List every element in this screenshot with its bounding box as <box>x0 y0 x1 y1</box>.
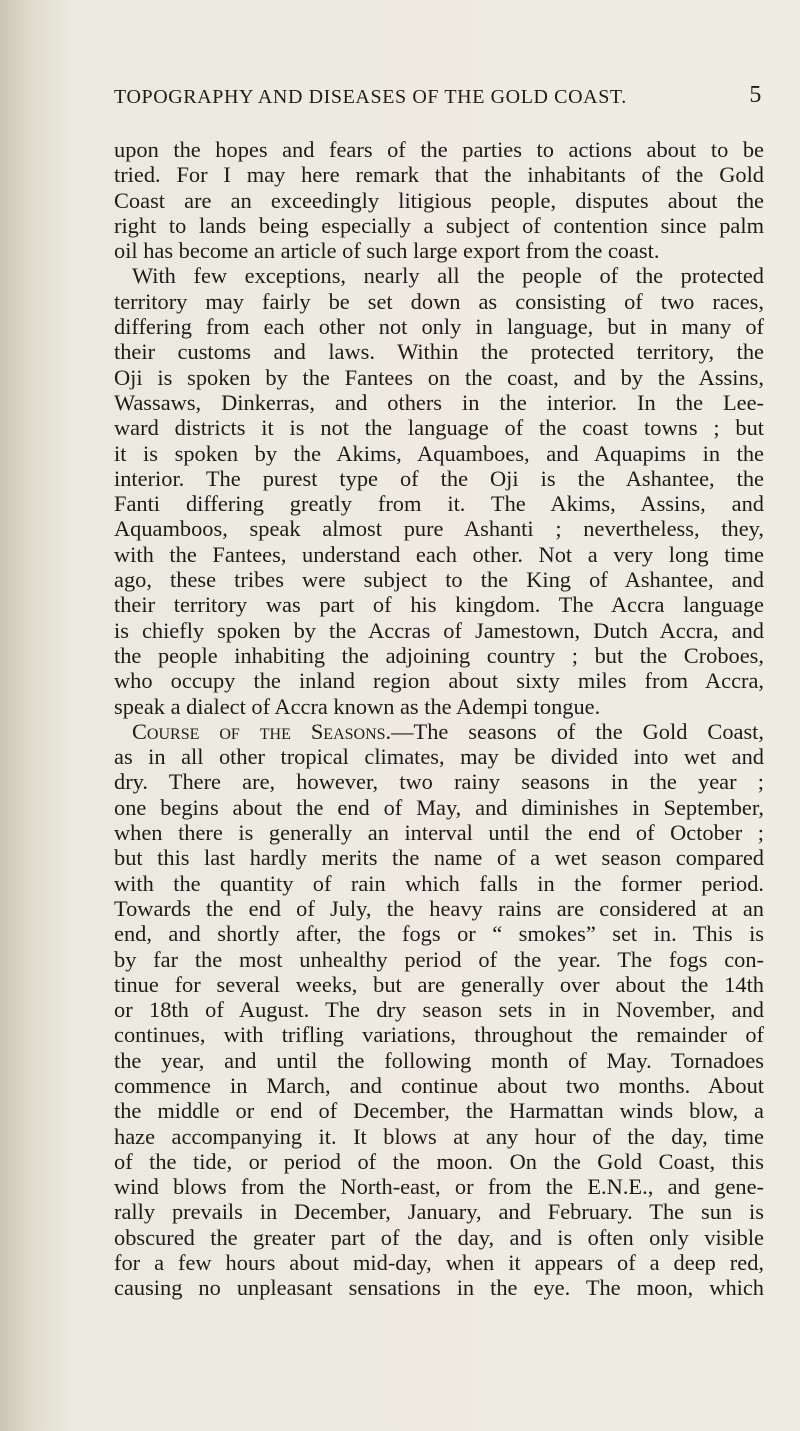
text-line: Wassaws, Dinkerras, and others in the interior. In the Lee- <box>114 389 764 415</box>
section-heading: Course of the Seasons. <box>132 718 392 744</box>
text-line: commence in March, and continue about two months. About <box>114 1072 764 1098</box>
text-line: ward districts it is not the language of the coast towns ; but <box>114 415 764 441</box>
text-line: as in all other tropical climates, may be divided into wet and <box>114 744 764 770</box>
text-line: with the quantity of rain which falls in the former period. <box>114 870 764 896</box>
text-line: one begins about the end of May, and diminishes in September, <box>114 794 764 820</box>
text-line <box>114 719 764 744</box>
text-line: dry. There are, however, two rainy seasons in the year ; <box>114 769 764 795</box>
text-line: with the Fantees, understand each other. Not a very long time <box>114 541 764 567</box>
text-line: speak a dialect of Accra known as the Adempi tongue. <box>114 693 601 719</box>
text-line: obscured the greater part of the day, and is often only visible <box>114 1224 764 1250</box>
text-line: With few exceptions, nearly all the people of the protected <box>132 263 764 289</box>
text-line: rally prevails in December, January, and February. The sun is <box>114 1199 764 1225</box>
text-line: wind blows from the North-east, or from the E.N.E., and gene- <box>114 1174 764 1200</box>
running-title: TOPOGRAPHY AND DISEASES OF THE GOLD COAST. <box>114 86 627 108</box>
text-line: the middle or end of December, the Harmattan winds blow, a <box>114 1098 764 1124</box>
text-line: interior. The purest type of the Oji is the Ashantee, the <box>114 465 764 491</box>
text-line: is chiefly spoken by the Accras of Jamestown, Dutch Accra, and <box>114 617 764 643</box>
text-line: by far the most unhealthy period of the year. The fogs con- <box>114 946 764 972</box>
text-line: or 18th of August. The dry season sets in in November, and <box>114 997 764 1023</box>
text-line: continues, with trifling variations, throughout the remainder of <box>114 1022 764 1048</box>
text-line: who occupy the inland region about sixty miles from Accra, <box>114 668 764 694</box>
text-line: causing no unpleasant sensations in the eye. The moon, which <box>114 1275 764 1301</box>
text-line: the people inhabiting the adjoining country ; but the Croboes, <box>114 642 764 668</box>
text-line: the year, and until the following month of May. Tornadoes <box>114 1047 764 1073</box>
text-line: their customs and laws. Within the protected territory, the <box>114 339 764 365</box>
text-line: haze accompanying it. It blows at any hour of the day, time <box>114 1123 764 1149</box>
body-text <box>114 137 764 1301</box>
text-line: upon the hopes and fears of the parties to actions about to be <box>114 137 764 162</box>
text-line: tinue for several weeks, but are generally over about the 14th <box>114 971 764 997</box>
text-line: for a few hours about mid-day, when it appears of a deep red, <box>114 1250 764 1276</box>
page-number: 5 <box>749 82 762 108</box>
line-text: —The seasons of the Gold Coast, <box>391 718 764 744</box>
text-line: it is spoken by the Akims, Aquamboes, and Aquapims in the <box>114 440 764 466</box>
text-line: when there is generally an interval until the end of October ; <box>114 820 764 846</box>
text-line: territory may fairly be set down as consisting of two races, <box>114 288 764 314</box>
text-line: oil has become an article of such large export from the coast. <box>114 238 660 264</box>
text-line: but this last hardly merits the name of a wet season compared <box>114 845 764 871</box>
text-line: Oji is spoken by the Fantees on the coast, and by the Assins, <box>114 364 764 390</box>
text-line: Towards the end of July, the heavy rains are considered at an <box>114 895 764 921</box>
text-line: differing from each other not only in language, but in many of <box>114 314 764 340</box>
text-line: ago, these tribes were subject to the King of Ashantee, and <box>114 567 764 593</box>
text-line: end, and shortly after, the fogs or “ smokes” set in. This is <box>114 921 764 947</box>
text-line: Coast are an exceedingly litigious people, disputes about the <box>114 187 764 213</box>
text-line: their territory was part of his kingdom. The Accra language <box>114 592 764 618</box>
text-line: tried. For I may here remark that the inhabitants of the Gold <box>114 162 764 188</box>
text-line: Fanti differing greatly from it. The Akims, Assins, and <box>114 491 764 517</box>
page-header <box>114 82 762 116</box>
text-line: right to lands being especially a subject of contention since palm <box>114 212 764 238</box>
text-line: of the tide, or period of the moon. On the Gold Coast, this <box>114 1148 764 1174</box>
text-line: Aquamboos, speak almost pure Ashanti ; nevertheless, they, <box>114 516 764 542</box>
